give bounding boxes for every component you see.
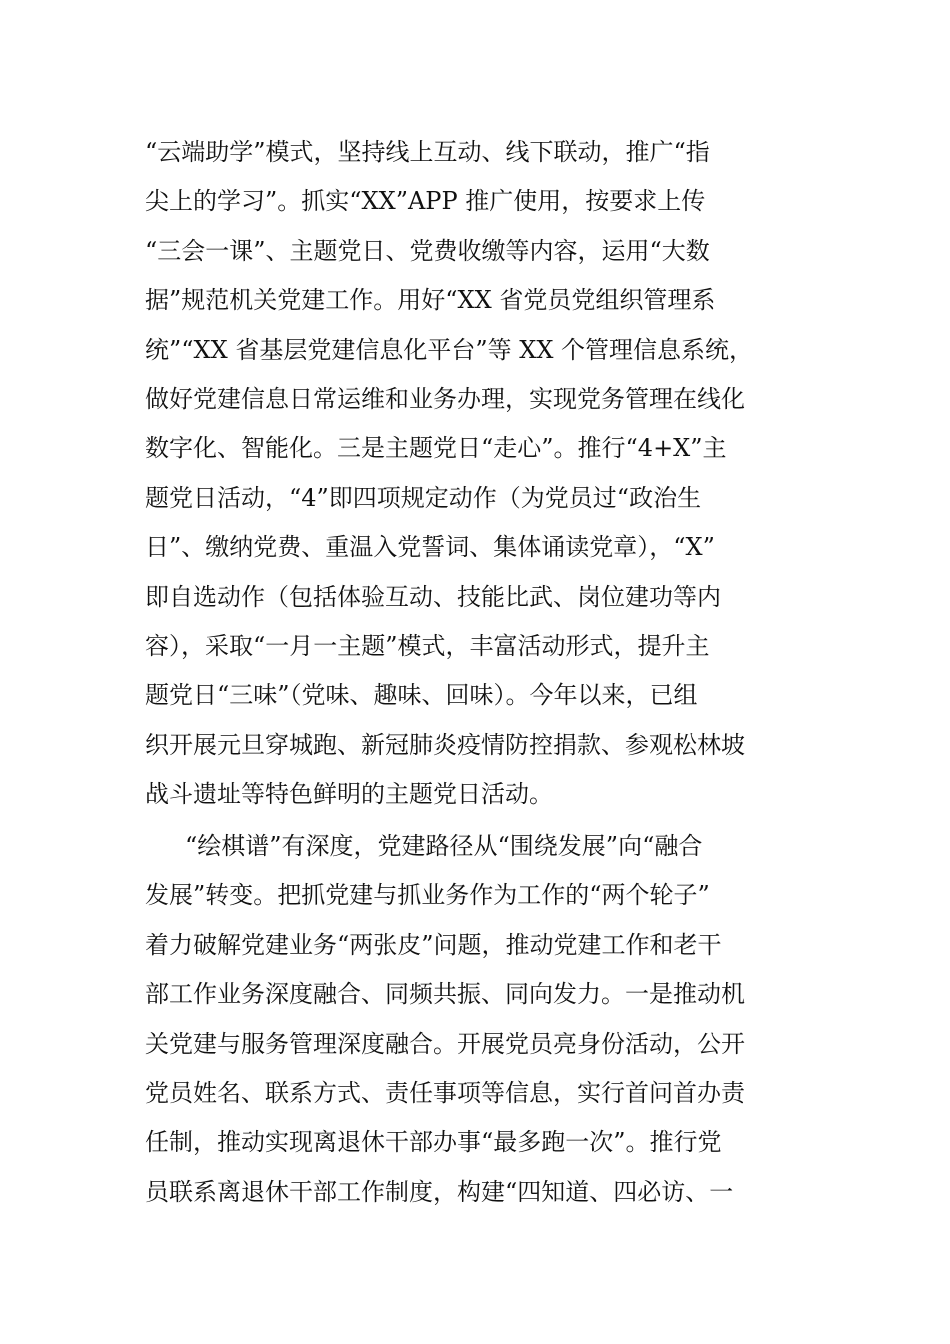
text-line: 统”“XX 省基层党建信息化平台”等 XX 个管理信息系统， bbox=[145, 335, 754, 364]
text-line: 题党日“三味”（党味、趣味、回味）。今年以来，已组 bbox=[145, 681, 698, 710]
text-line: 任制，推动实现离退休干部办事“最多跑一次”。推行党 bbox=[145, 1128, 722, 1157]
text-line: 做好党建信息日常运维和业务办理，实现党务管理在线化 bbox=[145, 384, 745, 413]
text-line: 织开展元旦穿城跑、新冠肺炎疫情防控捐款、参观松林坡 bbox=[145, 730, 745, 759]
text-line: 即自选动作（包括体验互动、技能比武、岗位建功等内 bbox=[145, 582, 721, 611]
text-line: 题党日活动，“4”即四项规定动作（为党员过“政治生 bbox=[145, 483, 702, 512]
text-line: 关党建与服务管理深度融合。开展党员亮身份活动，公开 bbox=[145, 1029, 745, 1058]
text-line: 部工作业务深度融合、同频共振、同向发力。一是推动机 bbox=[145, 980, 745, 1009]
text-line: 着力破解党建业务“两张皮”问题，推动党建工作和老干 bbox=[145, 930, 722, 959]
text-line: 尖上的学习”。抓实“XX”APP 推广使用，按要求上传 bbox=[145, 187, 706, 216]
text-line: 员联系离退休干部工作制度，构建“四知道、四必访、一 bbox=[145, 1177, 734, 1206]
paragraph-1 bbox=[145, 128, 805, 819]
text-line: “三会一课”、主题党日、党费收缴等内容，运用“大数 bbox=[145, 236, 710, 265]
text-line: 发展”转变。把抓党建与抓业务作为工作的“两个轮子” bbox=[145, 881, 710, 910]
paragraph-2 bbox=[145, 822, 805, 1217]
text-line: 战斗遗址等特色鲜明的主题党日活动。 bbox=[145, 780, 553, 809]
text-line: 容），采取“一月一主题”模式，丰富活动形式，提升主 bbox=[145, 631, 710, 660]
text-line: “云端助学”模式，坚持线上互动、线下联动，推广“指 bbox=[145, 138, 710, 166]
text-line: 日”、缴纳党费、重温入党誓词、集体诵读党章），“X” bbox=[145, 533, 715, 562]
text-line: 党员姓名、联系方式、责任事项等信息，实行首问首办责 bbox=[145, 1078, 745, 1107]
text-line: 数字化、智能化。三是主题党日“走心”。推行“4+X”主 bbox=[145, 434, 727, 463]
text-line: “绘棋谱”有深度，党建路径从“围绕发展”向“融合 bbox=[185, 832, 703, 860]
text-line: 据”规范机关党建工作。用好“XX 省党员党组织管理系 bbox=[145, 286, 716, 315]
